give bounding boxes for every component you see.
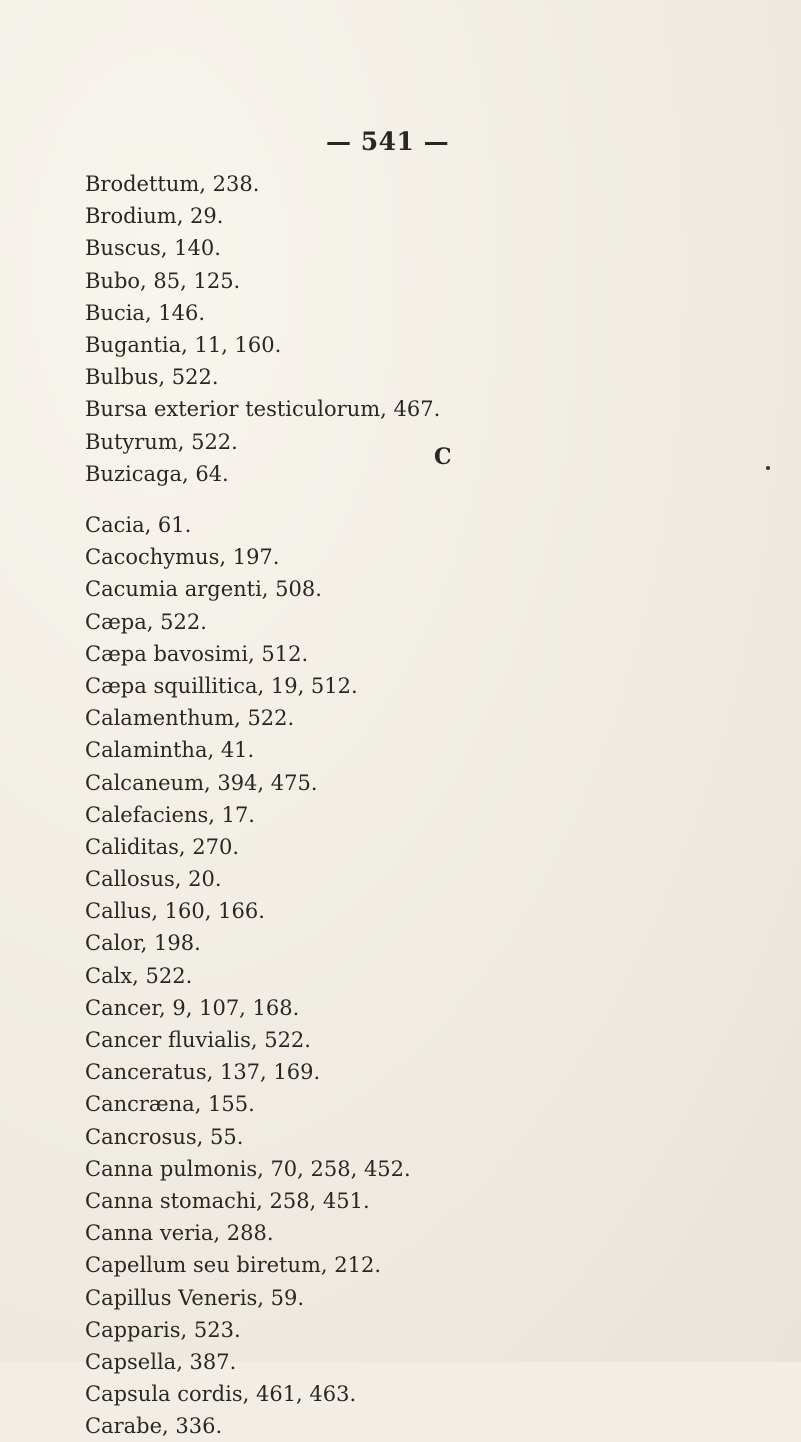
index-entry: Canna stomachi, 258, 451. bbox=[85, 1188, 370, 1213]
index-list-c bbox=[85, 509, 411, 1442]
index-entry: Calor, 198. bbox=[85, 931, 201, 956]
index-entry: Cancræna, 155. bbox=[85, 1092, 255, 1117]
index-entry: Bubo, 85, 125. bbox=[85, 268, 241, 293]
index-entry: Brodettum, 238. bbox=[85, 172, 260, 196]
index-entry: Butyrum, 522. bbox=[85, 429, 238, 454]
index-entry: Calcaneum, 394, 475. bbox=[85, 770, 318, 795]
index-entry: Capillus Veneris, 59. bbox=[85, 1285, 305, 1310]
index-entry: Cancer, 9, 107, 168. bbox=[85, 995, 300, 1020]
index-entry: Callus, 160, 166. bbox=[85, 899, 265, 924]
index-entry: Bugantia, 11, 160. bbox=[85, 332, 282, 357]
index-entry: Capparis, 523. bbox=[85, 1317, 241, 1342]
index-entry: Capsula cordis, 461, 463. bbox=[85, 1382, 357, 1407]
index-entry: Cæpa squillitica, 19, 512. bbox=[85, 673, 358, 698]
index-entry: Calamenthum, 522. bbox=[85, 706, 295, 731]
index-entry: Cacochymus, 197. bbox=[85, 545, 280, 570]
index-entry: Brodium, 29. bbox=[85, 204, 224, 229]
index-entry: Carabe, 336. bbox=[85, 1414, 223, 1439]
index-entry: Calamintha, 41. bbox=[85, 738, 255, 763]
index-entry: Cacumia argenti, 508. bbox=[85, 577, 322, 602]
index-entry: Cæpa bavosimi, 512. bbox=[85, 641, 309, 666]
index-entry: Buscus, 140. bbox=[85, 236, 221, 261]
index-entry: Bulbus, 522. bbox=[85, 365, 219, 390]
print-speck bbox=[766, 466, 770, 470]
index-entry: Canna veria, 288. bbox=[85, 1221, 274, 1246]
index-entry: Callosus, 20. bbox=[85, 867, 222, 892]
index-entry: Buzicaga, 64. bbox=[85, 461, 229, 486]
index-entry: Canna pulmonis, 70, 258, 452. bbox=[85, 1156, 411, 1181]
index-entry: Cancrosus, 55. bbox=[85, 1124, 244, 1149]
index-entry: Bucia, 146. bbox=[85, 300, 206, 325]
index-entry: Bursa exterior testiculorum, 467. bbox=[85, 397, 441, 422]
index-entry: Cæpa, 522. bbox=[85, 609, 207, 634]
index-entry: Calefaciens, 17. bbox=[85, 802, 255, 827]
index-entry: Calx, 522. bbox=[85, 963, 193, 988]
page-number: — 541 — bbox=[326, 127, 450, 156]
index-entry: Cacia, 61. bbox=[85, 513, 192, 537]
index-entry: Caliditas, 270. bbox=[85, 834, 240, 859]
index-entry: Canceratus, 137, 169. bbox=[85, 1060, 321, 1085]
index-list-b bbox=[85, 168, 440, 490]
section-heading-c: C bbox=[434, 444, 452, 470]
index-entry: Cancer fluvialis, 522. bbox=[85, 1028, 311, 1052]
index-entry: Capsella, 387. bbox=[85, 1349, 237, 1374]
index-entry: Capellum seu biretum, 212. bbox=[85, 1253, 382, 1278]
